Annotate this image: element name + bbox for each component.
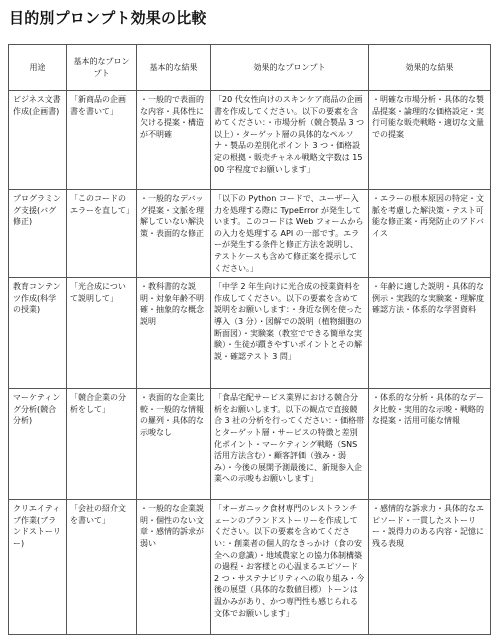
effective-result-cell: ・体系的な分析・具体的なデータ比較・実用的な示唆・戦略的な提案・活用可能な情報 [369, 389, 491, 500]
header-effective-result: 効果的な結果 [369, 45, 491, 91]
basic-prompt-cell: 「光合成について説明して」 [67, 278, 137, 389]
table-row [9, 91, 491, 190]
comparison-table [8, 44, 491, 635]
table-header-row [9, 45, 491, 91]
basic-result-cell: ・表面的な企業比較・一般的な情報の羅列・具体的な示唆なし [137, 389, 211, 500]
header-basic-result: 基本的な結果 [137, 45, 211, 91]
effective-result-cell: ・年齢に適した説明・具体的な例示・実践的な実験案・理解度確認方法・体系的な学習資料 [369, 278, 491, 389]
effective-prompt-cell: 「オーガニック食材専門のレストランチェーンのブランドストーリーを作成してください。以下の要素を含めてください：・創業者の個人的なきっかけ（食の安全への意識）・地域農家との協力体制構築の過程・お客様との心温まるエピソード 2 つ・サステナビリティへの取り組み・今後の展望（具体的な数値目標）トーンは温かみがあり、かつ専門性も感じられる文体でお願いします」 [211, 500, 369, 635]
basic-result-cell: ・教科書的な説明・対象年齢不明確・抽象的な概念説明 [137, 278, 211, 389]
table-row [9, 389, 491, 500]
basic-prompt-cell: 「会社の紹介文を書いて」 [67, 500, 137, 635]
effective-prompt-cell: 「以下の Python コードで、ユーザー入力を処理する際に TypeError が発生しています。このコードは Web フォームからの入力を処理する API の一部です。エラーが発生する条件と修正方法を説明し、テストケースも含めて修正案を提示してください。」 [211, 190, 369, 278]
basic-prompt-cell: 「このコードのエラーを直して」 [67, 190, 137, 278]
basic-prompt-cell: 「新商品の企画書を書いて」 [67, 91, 137, 190]
use-cell: クリエイティブ作業(ブランドストーリー) [9, 500, 67, 635]
effective-prompt-cell: 「20 代女性向けのスキンケア商品の企画書を作成してください。以下の要素を含めてください：・市場分析（競合製品 3 つ以上）・ターゲット層の具体的なペルソナ・製品の差別化ポイント 3 つ・価格設定の根拠・販売チャネル戦略文字数は 1500 字程度でお願いします」 [211, 91, 369, 190]
table-row [9, 500, 491, 635]
table-row [9, 278, 491, 389]
header-basic-prompt: 基本的なプロンプト [67, 45, 137, 91]
basic-result-cell: ・一般的で表面的な内容・具体性に欠ける提案・構造が不明確 [137, 91, 211, 190]
header-use: 用途 [9, 45, 67, 91]
effective-prompt-cell: 「中学 2 年生向けに光合成の授業資料を作成してください。以下の要素を含めて説明をお願いします：・身近な例を使った導入（3 分）・図解での説明（植物細胞の断面図）・実験案（教室でできる簡単な実験）・生徒が躓きやすいポイントとその解説・確認テスト 3 問」 [211, 278, 369, 389]
use-cell: マーケティング分析(競合分析) [9, 389, 67, 500]
page-title: 目的別プロンプト効果の比較 [9, 9, 207, 27]
effective-result-cell: ・明確な市場分析・具体的な製品提案・論理的な価格設定・実行可能な販売戦略・適切な文量での提案 [369, 91, 491, 190]
basic-result-cell: ・一般的な企業説明・個性のない文章・感情的訴求が弱い [137, 500, 211, 635]
table-row [9, 190, 491, 278]
use-cell: プログラミング支援(バグ修正) [9, 190, 67, 278]
basic-prompt-cell: 「競合企業の分析をして」 [67, 389, 137, 500]
effective-result-cell: ・エラーの根本原因の特定・文脈を考慮した解決策・テスト可能な修正案・再発防止のアドバイス [369, 190, 491, 278]
effective-prompt-cell: 「食品宅配サービス業界における競合分析をお願いします。以下の観点で直接競合 3 社の分析を行ってください：・価格帯とターゲット層・サービスの特徴と差別化ポイント・マーケティング戦略（SNS 活用方法含む）・顧客評価（強み・弱み）・今後の展開予測最後に、新規参入企業への示唆もお願いします」 [211, 389, 369, 500]
use-cell: 教育コンテンツ作成(科学の授業) [9, 278, 67, 389]
basic-result-cell: ・一般的なデバッグ提案・文脈を理解していない解決策・表面的な修正 [137, 190, 211, 278]
effective-result-cell: ・感情的な訴求力・具体的なエピソード・一貫したストーリー・説得力のある内容・記憶に残る表現 [369, 500, 491, 635]
use-cell: ビジネス文書作成(企画書) [9, 91, 67, 190]
header-effective-prompt: 効果的なプロンプト [211, 45, 369, 91]
